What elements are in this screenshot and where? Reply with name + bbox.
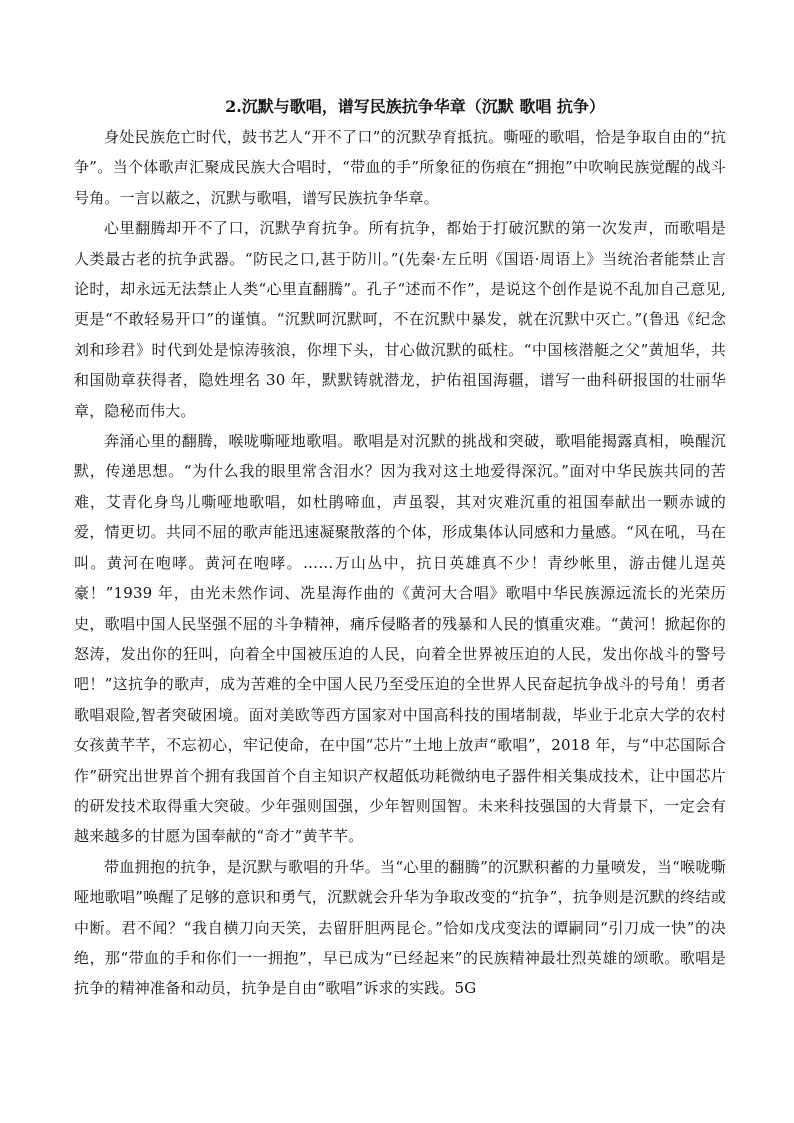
- paragraph-3: 奔涌心里的翻腾，喉咙嘶哑地歌唱。歌唱是对沉默的挑战和突破，歌唱能揭露真相，唤醒沉默，传递思想。“为什么我的眼里常含泪水？因为我对这土地爱得深沉。”面对中华民族共同的苦难，艾青化身鸟儿嘶哑地歌唱，如杜鹃啼血，声虽裂，其对灾难沉重的祖国奉献出一颗赤诚的爱，情更切。共同不屈的歌声能迅速凝聚散落的个体，形成集体认同感和力量感。“风在吼，马在叫。黄河在咆哮。黄河在咆哮。……万山丛中，抗日英雄真不少！青纱帐里，游击健儿逞英豪！”1939 年，由光未然作词、冼星海作曲的《黄河大合唱》歌唱中华民族源远流长的光荣历史，歌唱中国人民坚强不屈的斗争精神，痛斥侵略者的残暴和人民的慎重灾难。“黄河！掀起你的怒涛，发出你的狂叫，向着全中国被压迫的人民，向着全世界被压迫的人民，发出你战斗的警号吧！”这抗争的歌声，成为苦难的全中国人民乃至受压迫的全世界人民奋起抗争战斗的号角！勇者歌唱艰险,智者突破困境。面对美欧等西方国家对中国高科技的围堵制裁，毕业于北京大学的农村女孩黄芊芊，不忘初心，牢记使命，在中国“芯片”土地上放声“歌唱”，2018 年，与“中芯国际合作”研究出世界首个拥有我国首个自主知识产权超低功耗微纳电子器件相关集成技术，让中国芯片的研发技术取得重大突破。少年强则国强，少年智则国智。未来科技强国的大背景下，一定会有越来越多的甘愿为国奉献的“奇才”黄芊芊。: [74, 432, 726, 846]
- document-body: [74, 92, 726, 1004]
- section-title: 2.沉默与歌唱，谱写民族抗争华章（沉默 歌唱 抗争）: [225, 97, 605, 116]
- paragraph-2: 心里翻腾却开不了口，沉默孕育抗争。所有抗争，都始于打破沉默的第一次发声，而歌唱是人类最古老的抗争武器。“防民之口,甚于防川。”(先秦·左丘明《国语·周语上》当统治者能禁止言论时，却永远无法禁止人类“心里直翻腾”。孔子“述而不作”，是说这个创作是说不乱加自己意见,更是“不敢轻易开口”的谨慎。“沉默呵沉默呵，不在沉默中暴发，就在沉默中灭亡。”(鲁迅《纪念刘和珍君》时代到处是惊涛骇浪，你埋下头，甘心做沉默的砥柱。“中国核潜艇之父”黄旭华，共和国勋章获得者，隐姓埋名 30 年，默默铸就潜龙，护佑祖国海疆，谱写一曲科研报国的壮丽华章，隐秘而伟大。: [74, 219, 726, 420]
- paragraph-1: 身处民族危亡时代，鼓书艺人“开不了口”的沉默孕育抵抗。嘶哑的歌唱，恰是争取自由的“抗争”。当个体歌声汇聚成民族大合唱时，“带血的手”所象征的伤痕在“拥抱”中吹响民族觉醒的战斗号角。一言以蔽之，沉默与歌唱，谱写民族抗争华章。: [74, 128, 726, 207]
- paragraph-4: 带血拥抱的抗争，是沉默与歌唱的升华。当“心里的翻腾”的沉默积蓄的力量喷发，当“喉咙嘶哑地歌唱”唤醒了足够的意识和勇气，沉默就会升华为争取改变的“抗争”，抗争则是沉默的终结或中断。君不闻？“我自横刀向天笑，去留肝胆两昆仑。”恰如戊戌变法的谭嗣同“引刀成一快”的决绝，那“带血的手和你们一一拥抱”，早已成为“已经起来”的民族精神最壮烈英雄的颂歌。歌唱是抗争的精神准备和动员，抗争是自由“歌唱”诉求的实践。5G: [74, 857, 726, 998]
